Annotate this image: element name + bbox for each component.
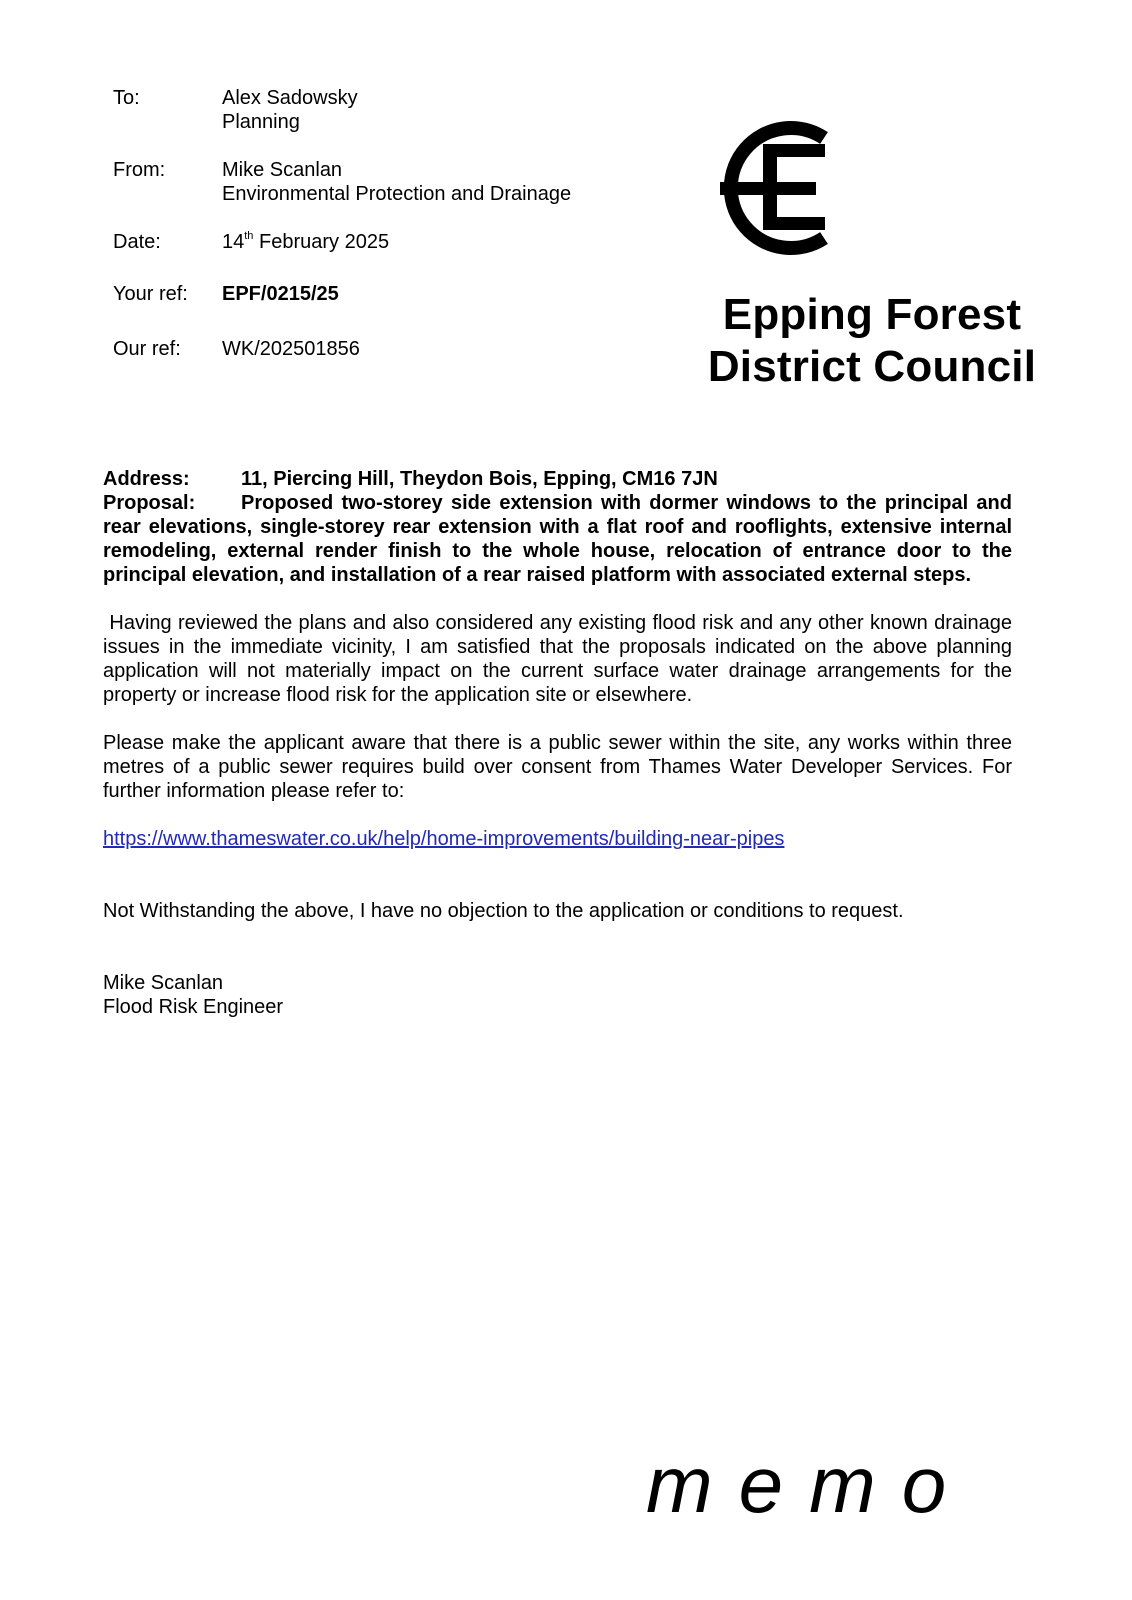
proposal-value: Proposed two-storey side extension with dormer windows to the principal and rear elevations, single-storey rear extension with a flat roof and rooflights, extensive internal remodeling, external render finish to the whole house, relocation of entrance door to the principal elevation, and installation of a rear raised platform with associated external steps.: [103, 492, 1012, 586]
date-value: [222, 230, 389, 254]
your-ref-label: Your ref:: [113, 283, 188, 305]
date-label: Date:: [113, 231, 161, 253]
to-name: Alex Sadowsky: [222, 87, 358, 109]
thames-water-link[interactable]: https://www.thameswater.co.uk/help/home-improvements/building-near-pipes: [103, 828, 785, 850]
date-rest: February 2025: [253, 231, 390, 253]
from-dept: Environmental Protection and Drainage: [222, 183, 572, 205]
your-ref-value: EPF/0215/25: [222, 283, 339, 305]
organisation-name-line1: Epping Forest: [722, 290, 1022, 339]
proposal-line: [103, 491, 1012, 587]
signoff-title: Flood Risk Engineer: [103, 996, 284, 1018]
memo-wordmark: memo: [646, 1440, 973, 1529]
to-label: To:: [113, 87, 140, 109]
signoff-name: Mike Scanlan: [103, 972, 224, 994]
address-line: [103, 467, 1012, 491]
date-suffix: th: [244, 230, 254, 242]
no-objection-statement: Not Withstanding the above, I have no objection to the application or conditions to request.: [103, 900, 904, 922]
our-ref-value: WK/202501856: [222, 338, 360, 360]
proposal-label: Proposal:: [103, 492, 196, 514]
organisation-name-line2: District Council: [707, 342, 1037, 391]
date-day: 14: [222, 231, 245, 253]
address-label: Address:: [103, 468, 190, 490]
to-dept: Planning: [222, 111, 300, 133]
efdc-logo-icon: [716, 118, 836, 258]
thames-water-link-line: [103, 827, 1012, 851]
sewer-paragraph: Please make the applicant aware that there is a public sewer within the site, any works within three metres of a public sewer requires build over consent from Thames Water Developer Services. For further information please refer to:: [103, 732, 1012, 802]
our-ref-label: Our ref:: [113, 338, 181, 360]
memo-body: [103, 467, 1018, 1019]
from-name: Mike Scanlan: [222, 159, 343, 181]
assessment-paragraph: Having reviewed the plans and also considered any existing flood risk and any other known drainage issues in the immediate vicinity, I am satisfied that the proposals indicated on the above planning application will not materially impact on the current surface water drainage arrangements for the property or increase flood risk for the application site or elsewhere.: [103, 612, 1018, 706]
organisation-name: [690, 289, 1054, 393]
address-value: 11, Piercing Hill, Theydon Bois, Epping, CM16 7JN: [241, 468, 718, 490]
from-label: From:: [113, 159, 166, 181]
signoff: [103, 971, 1012, 1019]
